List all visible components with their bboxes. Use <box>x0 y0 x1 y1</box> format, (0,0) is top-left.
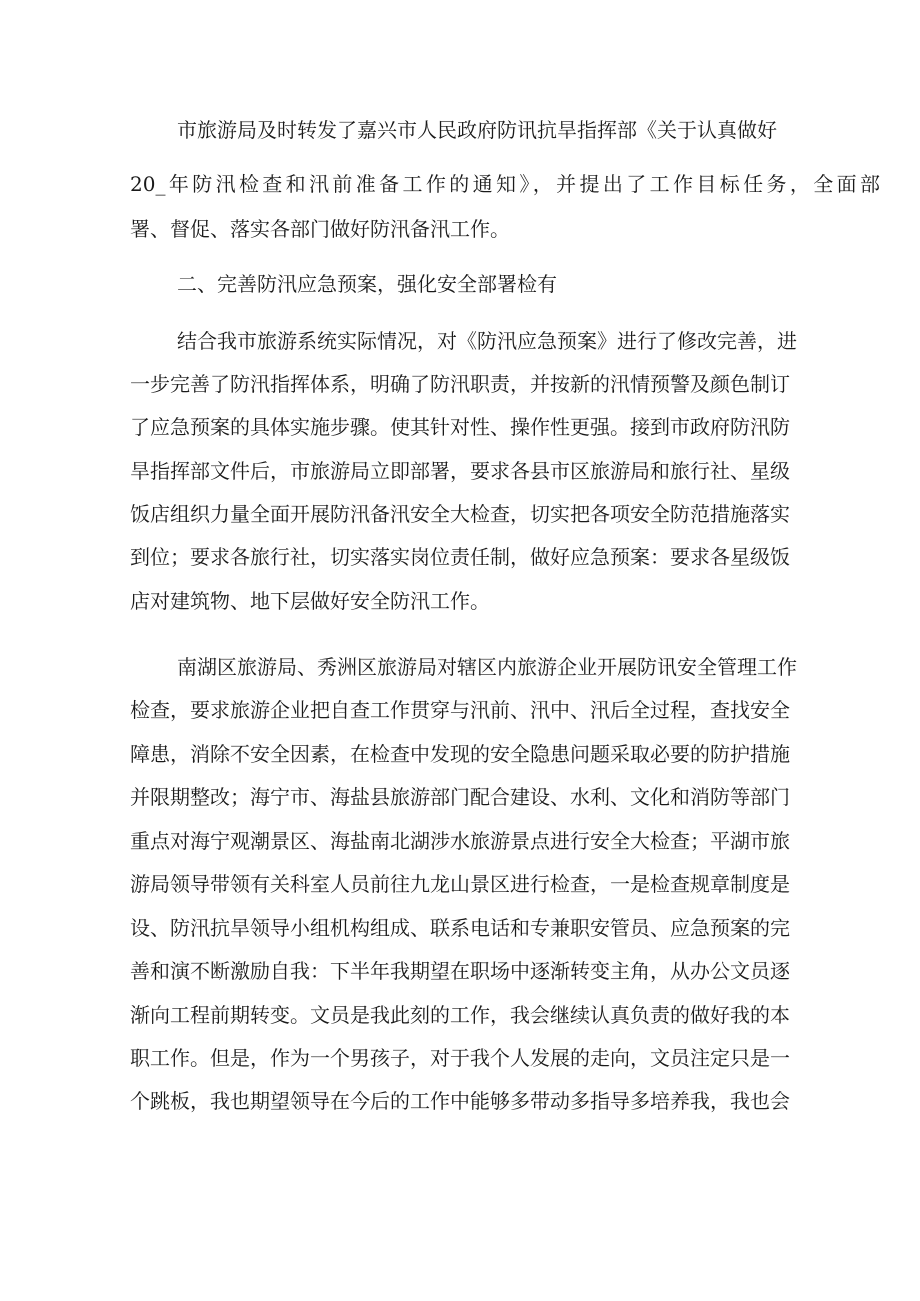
text-line: 个跳板，我也期望领导在今后的工作中能够多带动多指导多培养我，我也会 <box>130 1089 790 1113</box>
text-line: 障患，消除不安全因素，在检查中发现的安全隐患问题采取必要的防护措施 <box>130 742 790 766</box>
text-line: 一步完善了防汛指挥体系，明确了防汛职责，并按新的汛情预警及颜色制订 <box>130 372 790 396</box>
text-line: 市旅游局及时转发了嘉兴市人民政府防讯抗旱指挥部《关于认真做好 <box>177 118 777 142</box>
text-line: 南湖区旅游局、秀洲区旅游局对辖区内旅游企业开展防讯安全管理工作 <box>177 655 797 679</box>
text-line: 20_年防汛检查和汛前准备工作的通知》，并提出了工作目标任务，全面部 <box>130 172 880 196</box>
text-line: 饭店组织力量全面开展防汛备汛安全大检查，切实把各项安全防范措施落实 <box>130 502 790 526</box>
text-line: 检查，要求旅游企业把自查工作贯穿与汛前、汛中、汛后全过程，查找安全 <box>130 698 790 722</box>
text-line: 并限期整改；海宁市、海盐县旅游部门配合建设、水利、文化和消防等部门 <box>130 785 790 809</box>
section-heading: 二、完善防汛应急预案，强化安全部署检有 <box>177 272 557 296</box>
text-line: 渐向工程前期转变。文员是我此刻的工作，我会继续认真负责的做好我的本 <box>130 1003 790 1027</box>
text-line: 游局领导带领有关科室人员前往九龙山景区进行检查，一是检查规章制度是 <box>130 872 790 896</box>
text-line: 了应急预案的具体实施步骤。使其针对性、操作性更强。接到市政府防汛防 <box>130 415 790 439</box>
text-line: 署、督促、落实各部门做好防汛备汛工作。 <box>130 217 510 241</box>
text-line: 到位；要求各旅行社，切实落实岗位责任制，做好应急预案：要求各星级饭 <box>130 545 790 569</box>
text-line: 善和演不断激励自我：下半年我期望在职场中逐渐转变主角，从办公文员逐 <box>130 959 790 983</box>
text-line: 设、防汛抗旱领导小组机构组成、联系电话和专兼职安管员、应急预案的完 <box>130 916 790 940</box>
text-line: 结合我市旅游系统实际情况，对《防汛应急预案》进行了修改完善，进 <box>177 329 797 353</box>
text-line: 职工作。但是，作为一个男孩子，对于我个人发展的走向，文员注定只是一 <box>130 1046 790 1070</box>
text-line: 重点对海宁观潮景区、海盐南北湖涉水旅游景点进行安全大检查；平湖市旅 <box>130 829 790 853</box>
text-line: 旱指挥部文件后，市旅游局立即部署，要求各县市区旅游局和旅行社、星级 <box>130 459 790 483</box>
text-line: 店对建筑物、地下层做好安全防汛工作。 <box>130 589 490 613</box>
